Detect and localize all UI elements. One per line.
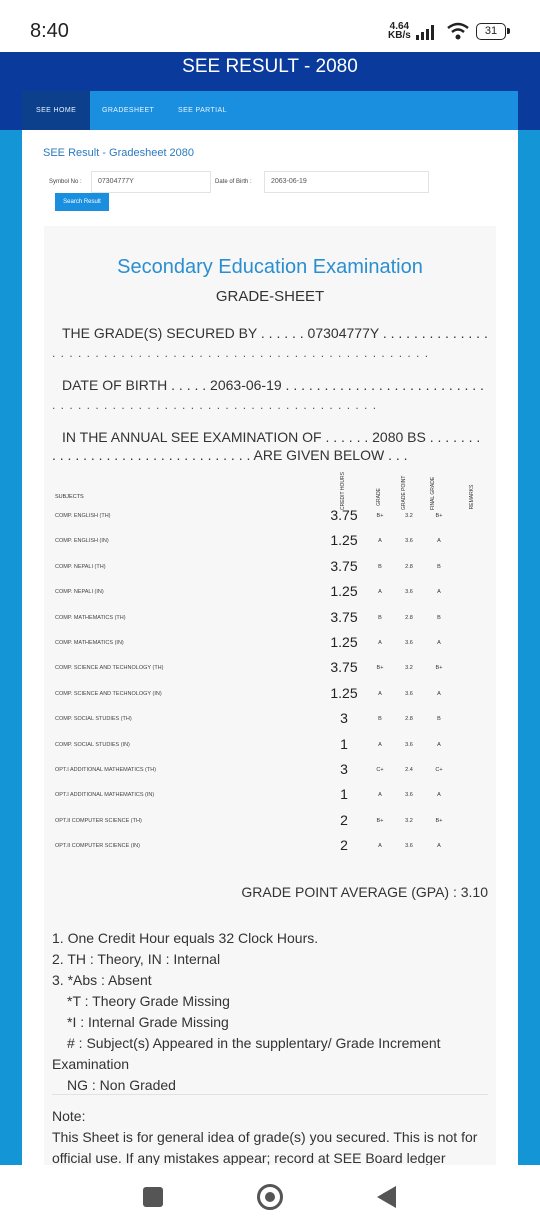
note-item: 2. TH : Theory, IN : Internal: [52, 951, 221, 967]
final-grade-cell: B: [437, 716, 441, 723]
grade-cell: A: [378, 690, 382, 697]
col-credit-hours: CREDIT HOURS: [340, 472, 346, 510]
main-nav: [22, 91, 518, 130]
subject-cell: COMP. NEPALI (TH): [55, 563, 106, 570]
table-row: [44, 583, 496, 608]
grade-point-cell: 2.8: [405, 614, 413, 621]
table-row: [44, 761, 496, 786]
subject-cell: COMP. SCIENCE AND TECHNOLOGY (TH): [55, 665, 164, 672]
subject-cell: OPT.I ADDITIONAL MATHEMATICS (TH): [55, 767, 157, 773]
grade-cell: A: [378, 640, 382, 646]
final-grade-cell: B+: [435, 513, 443, 519]
symbol-label: Symbol No :: [49, 179, 82, 185]
final-grade-cell: A: [437, 538, 441, 545]
subject-cell: OPT.I ADDITIONAL MATHEMATICS (IN): [55, 792, 155, 799]
grade-cell: A: [378, 538, 382, 545]
tab-see-partial[interactable]: SEE PARTIAL: [178, 107, 227, 114]
final-grade-cell: B+: [435, 817, 443, 824]
secured-by-line: THE GRADE(S) SECURED BY . . . . . . 07304777Y . . . . . . . . . . . . . .: [62, 325, 488, 341]
note-item: 3. *Abs : Absent: [52, 972, 152, 988]
grade-cell: A: [378, 741, 382, 748]
gpa-line: GRADE POINT AVERAGE (GPA) : 3.10: [241, 884, 488, 900]
page-title: SEE RESULT - 2080: [182, 56, 358, 77]
credit-hours-cell: 3.75: [330, 507, 358, 523]
col-subjects: SUBJECTS: [55, 494, 84, 500]
table-row: [44, 710, 496, 735]
grade-cell: B+: [376, 817, 384, 824]
network-speed: [388, 22, 411, 40]
signal-icon: [416, 24, 438, 40]
credit-hours-cell: 2: [340, 837, 348, 854]
tab-see-home[interactable]: SEE HOME: [22, 91, 90, 130]
grade-point-cell: 2.8: [405, 716, 413, 723]
grade-point-cell: 3.6: [405, 589, 413, 596]
notes-list: [52, 928, 492, 1096]
note-item: 1. One Credit Hour equals 32 Clock Hours.: [52, 930, 319, 946]
network-speed-value: 4.64: [389, 21, 410, 32]
status-bar: [0, 0, 540, 52]
note-item: *T : Theory Grade Missing: [67, 993, 230, 1009]
credit-hours-cell: 3.75: [330, 608, 358, 625]
final-grade-cell: A: [437, 589, 441, 596]
final-grade-cell: C+: [435, 767, 443, 773]
recents-icon[interactable]: [143, 1187, 163, 1207]
search-result-button[interactable]: Search Result: [55, 193, 109, 211]
network-speed-unit: KB/s: [388, 30, 411, 41]
grade-cell: A: [378, 792, 382, 799]
final-grade-cell: B: [437, 614, 441, 621]
credit-hours-cell: 3: [340, 710, 348, 727]
col-grade-point: GRADE POINT: [401, 475, 407, 510]
grade-point-cell: 3.6: [405, 843, 413, 850]
subject-cell: COMP. ENGLISH (TH): [55, 513, 111, 519]
annual-line: IN THE ANNUAL SEE EXAMINATION OF . . . . . . 2080 BS . . . . . . .: [62, 429, 481, 445]
sheet-title: GRADE-SHEET: [215, 288, 325, 305]
breadcrumb[interactable]: SEE Result - Gradesheet 2080: [43, 147, 195, 159]
grade-cell: B+: [376, 513, 384, 519]
divider: [52, 1094, 488, 1095]
subject-cell: COMP. ENGLISH (IN): [55, 538, 109, 545]
col-remarks: REMARKS: [469, 484, 475, 510]
subject-cell: COMP. SOCIAL STUDIES (IN): [55, 741, 130, 748]
note-text: This Sheet is for general idea of grade(s) you secured. This is not for official use. If any mistakes appear; record at SEE Board ledger: [52, 1129, 478, 1165]
table-row: [44, 812, 496, 837]
table-row: [44, 736, 496, 761]
back-icon[interactable]: [377, 1186, 396, 1208]
table-row: [44, 609, 496, 634]
grade-point-cell: 3.6: [405, 640, 413, 646]
grade-point-cell: 2.8: [405, 563, 413, 570]
grade-point-cell: 3.6: [405, 538, 413, 545]
grade-point-cell: 3.2: [405, 513, 413, 519]
grade-point-cell: 2.4: [405, 767, 413, 773]
credit-hours-cell: 3.75: [330, 659, 358, 676]
grade-cell: C+: [376, 767, 384, 773]
content-panel: [22, 130, 518, 1165]
grade-cell: A: [378, 843, 382, 850]
subject-cell: COMP. MATHEMATICS (TH): [55, 614, 126, 621]
final-grade-cell: B: [437, 563, 441, 570]
final-grade-cell: A: [437, 640, 441, 646]
note-item: # : Subject(s) Appeared in the supplentary/ Grade Increment: [67, 1035, 441, 1051]
subject-cell: OPT.II COMPUTER SCIENCE (TH): [55, 817, 142, 824]
dob-dots: . . . . . . . . . . . . . . . . . . . . . . . . . . . . . . . . . . . . . .: [52, 398, 378, 412]
note-label: Note:: [52, 1108, 86, 1124]
table-row: [44, 685, 496, 710]
final-grade-cell: A: [437, 741, 441, 748]
credit-hours-cell: 3: [340, 761, 348, 777]
disclaimer: [52, 1106, 492, 1165]
final-grade-cell: A: [437, 843, 441, 850]
given-below-line: . . . . . . . . . . . . . . . . . . . . . . . . . . ARE GIVEN BELOW . . .: [52, 447, 408, 463]
final-grade-cell: A: [437, 792, 441, 799]
tab-gradesheet[interactable]: GRADESHEET: [102, 107, 155, 114]
secured-dots: . . . . . . . . . . . . . . . . . . . . . . . . . . . . . . . . . . . . . . . . . . . .: [52, 346, 430, 360]
final-grade-cell: A: [437, 690, 441, 697]
credit-hours-cell: 3.75: [330, 557, 358, 574]
subject-cell: COMP. MATHEMATICS (IN): [55, 640, 124, 646]
wifi-icon: [446, 22, 470, 40]
note-item: *I : Internal Grade Missing: [67, 1014, 229, 1030]
grade-point-cell: 3.2: [405, 817, 413, 824]
subject-cell: COMP. SOCIAL STUDIES (TH): [55, 716, 132, 723]
grade-point-cell: 3.6: [405, 690, 413, 697]
table-row: [44, 558, 496, 583]
grade-cell: A: [378, 589, 382, 596]
battery-icon: 31: [476, 23, 506, 40]
table-row: [44, 837, 496, 862]
system-nav-bar: [0, 1165, 540, 1230]
final-grade-cell: B+: [435, 665, 443, 672]
credit-hours-cell: 1: [340, 735, 348, 752]
dob-field[interactable]: 2063-06-19: [264, 171, 429, 193]
grade-cell: B: [378, 614, 382, 621]
grade-point-cell: 3.2: [405, 665, 413, 672]
subject-cell: COMP. NEPALI (IN): [55, 589, 104, 596]
symbol-field[interactable]: 07304777Y: [91, 171, 211, 193]
grade-cell: B+: [376, 665, 384, 672]
dob-label: Date of Birth :: [215, 179, 252, 185]
table-row: [44, 507, 496, 532]
credit-hours-cell: 1.25: [330, 634, 358, 650]
col-final-grade: FINAL GRADE: [430, 476, 436, 510]
subject-cell: OPT.II COMPUTER SCIENCE (IN): [55, 843, 140, 850]
note-item: Examination: [52, 1056, 130, 1072]
credit-hours-cell: 2: [340, 811, 348, 828]
credit-hours-cell: 1.25: [330, 583, 358, 600]
grade-cell: B: [378, 563, 382, 570]
table-row: [44, 659, 496, 684]
grade-point-cell: 3.6: [405, 792, 413, 799]
clock: 8:40: [30, 20, 69, 42]
grade-sheet: [44, 226, 496, 1165]
table-row: [44, 786, 496, 811]
grade-cell: B: [378, 716, 382, 723]
home-icon[interactable]: [257, 1184, 283, 1210]
credit-hours-cell: 1.25: [330, 684, 358, 701]
credit-hours-cell: 1.25: [330, 532, 358, 549]
dob-line: DATE OF BIRTH . . . . . 2063-06-19 . . . . . . . . . . . . . . . . . . . . . . . . . .: [62, 377, 484, 393]
note-item: NG : Non Graded: [67, 1077, 176, 1093]
table-row: [44, 634, 496, 659]
grade-point-cell: 3.6: [405, 741, 413, 748]
app-content: [0, 52, 540, 1165]
subject-cell: COMP. SCIENCE AND TECHNOLOGY (IN): [55, 690, 162, 697]
credit-hours-cell: 1: [340, 786, 348, 803]
exam-title: Secondary Education Examination: [117, 256, 423, 278]
table-row: [44, 532, 496, 557]
col-grade: GRADE: [376, 488, 382, 506]
